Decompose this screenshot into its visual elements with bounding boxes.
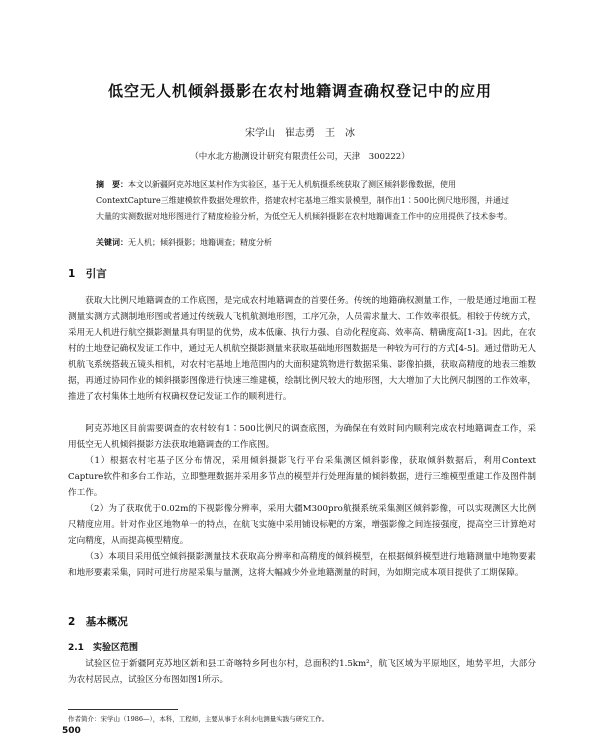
body-paragraph: 获取大比例尺地籍调查的工作底图，是完成农村地籍调查的首要任务。传统的地籍确权测量工作，一般是通过地面工程测量实测方式测制地形图或者通过传统载人飞机航测地形图，工序冗杂，人员需求量大、工作效率很低。相较于传统方式，采用无人机进行航空摄影测量具有明显的优势，成本低廉、执行力强、自动化程度高、效率高、精确度高[1-3]。因此，在农村的土地登记确权发证工作中，通过无人机航空摄影测量来获取基础地形图数据是一种较为可行的方式[4-5]。通过借助无人机航飞系统搭载五镜头相机，对农村宅基地上地范围内的大面积建筑物进行数据采集、影像拍摄，获取高精度的地表三维数据，再通过协同作业的倾斜摄影图像进行快速三维建模，绘制比例尺较大的地形图，大大增加了大比例尺制图的工作效率，推进了农村集体土地所有权确权登记发证工作的顺利进行。 (68, 296, 536, 402)
author-footnote: 作者简介：宋学山（1986—），本科，工程师，主要从事于水利水电测量实践与研究工作。 (68, 715, 329, 723)
body-paragraph: 阿克苏地区目前需要调查的农村较有1∶500比例尺的调查底图，为确保在有效时间内顺利完成农村地籍调查工作，采用低空无人机倾斜摄影方法获取地籍调查的工作底图。 (68, 424, 536, 450)
keywords-text: 无人机；倾斜摄影；地籍调查；精度分析 (128, 238, 272, 247)
body-paragraph: （3）本项目采用低空倾斜摄影测量技术获取高分辨率和高精度的倾斜模型，在根据倾斜模型进行地籍测量中地物要素和地形要素采集，同时可进行房屋采集与量测，这将大幅减少外业地籍测量的时间，为如期完成本项目提供了工期保障。 (68, 552, 536, 578)
keywords-label: 关键词： (96, 238, 128, 247)
page-number: 500 (62, 726, 81, 736)
author-list: 宋学山 崔志勇 王 冰 (245, 128, 355, 139)
section-heading-intro: 1 引言 (68, 268, 107, 280)
body-paragraph: （1）根据农村宅基子区分布情况，采用倾斜摄影飞行平台采集测区倾斜影像，获取倾斜数据后，利用Context Capture软件和多台工作站，立即整理数据并采用多节点的模型并行处理海量的倾斜数据，进行三维模型重建工作及图件制作工作。 (68, 456, 536, 498)
subsection-heading: 2.1 实验区范围 (68, 643, 138, 653)
affiliation: （中水北方勘测设计研究有限责任公司，天津 300222） (190, 152, 410, 162)
abstract-label: 摘 要： (96, 180, 128, 189)
body-paragraph: （2）为了获取优于0.02m的下视影像分辨率，采用大疆M300pro航摄系统采集测区倾斜影像，可以实现测区大比例尺精度应用。针对作业区地物单一的特点，在航飞实施中采用铺设标靶的方案，增强影像之间连接强度，提高空三计算绝对定向精度，从而提高模型精度。 (68, 504, 536, 546)
keywords (96, 236, 512, 250)
abstract-text: 本文以新疆阿克苏地区某村作为实验区，基于无人机航摄系统获取了测区倾斜影像数据，使用ContextCapture三维建模软件数据处理软件，搭建农村宅基地三维实景模型，制作出1∶500比例尺地形图，并通过大量的实测数据对地形图进行了精度检验分析，为低空无人机倾斜摄影在农村地籍调查工作中的应用提供了技术参考。 (96, 180, 512, 221)
footnote-divider (68, 709, 178, 710)
abstract (96, 177, 512, 225)
body-paragraph: 试验区位于新疆阿克苏地区新和县工奇喀特乡阿也尔村，总面积约1.5km²，航飞区域为平原地区，地势平坦，大部分为农村居民点，试验区分布图如图1所示。 (68, 659, 536, 685)
paper-title: 低空无人机倾斜摄影在农村地籍调查确权登记中的应用 (107, 82, 492, 100)
section-heading-overview: 2 基本概况 (68, 616, 128, 628)
